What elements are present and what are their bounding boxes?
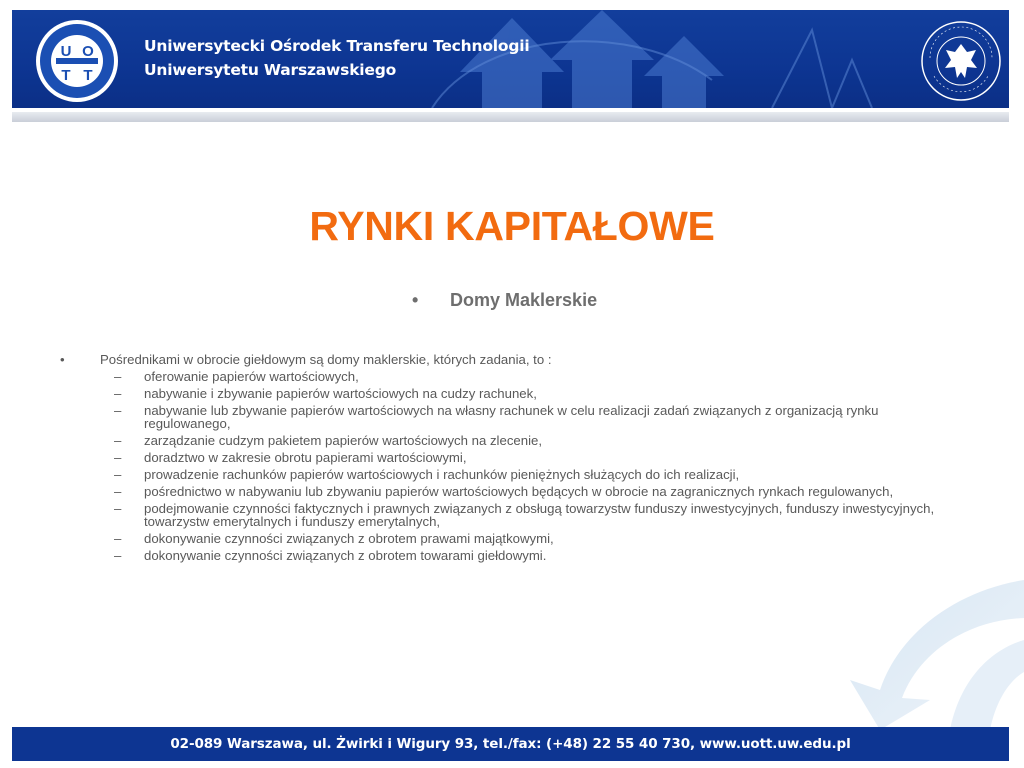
page-title: RYNKI KAPITAŁOWE	[309, 203, 715, 250]
dash-marker: –	[114, 548, 122, 563]
dash-marker: –	[114, 467, 122, 482]
dash-marker: –	[114, 531, 122, 546]
institution-name-line2: Uniwersytetu Warszawskiego	[144, 61, 397, 79]
intro-text: Pośrednikami w obrocie giełdowym są domy maklerskie, których zadania, to :	[100, 352, 552, 367]
list-item	[58, 532, 958, 545]
list-item-text: dokonywanie czynności związanych z obrotem towarami giełdowymi.	[144, 548, 547, 563]
list-item	[58, 451, 958, 464]
list-item-text: oferowanie papierów wartościowych,	[144, 369, 359, 384]
list-item-text: dokonywanie czynności związanych z obrotem prawami majątkowymi,	[144, 531, 554, 546]
dash-marker: –	[114, 403, 122, 418]
list-item	[58, 485, 958, 498]
dash-marker: –	[114, 501, 122, 516]
university-warsaw-emblem	[920, 20, 1002, 102]
dash-marker: –	[114, 386, 122, 401]
tasks-list	[58, 370, 958, 562]
institution-name	[144, 34, 529, 82]
list-item-text: doradztwo w zakresie obrotu papierami wartościowymi,	[144, 450, 467, 465]
svg-text:O: O	[82, 43, 94, 60]
list-item	[58, 549, 958, 562]
svg-text:U: U	[60, 43, 72, 60]
list-item-text: podejmowanie czynności faktycznych i prawnych związanych z obsługą towarzystw funduszy inwestycyjnych, funduszy inwestycyjnych, towarzystw emerytalnych i funduszy emerytalnych,	[144, 501, 935, 529]
svg-text:T: T	[83, 67, 93, 84]
list-item	[58, 387, 958, 400]
list-item-text: pośrednictwo w nabywaniu lub zbywaniu papierów wartościowych będących w obrocie na zagranicznych rynkach regulowanych,	[144, 484, 894, 499]
footer-contact-text: 02-089 Warszawa, ul. Żwirki i Wigury 93, tel./fax: (+48) 22 55 40 730, www.uott.uw.edu.pl	[170, 736, 851, 752]
intro-bullet: •	[60, 352, 65, 367]
list-item-text: nabywanie lub zbywanie papierów wartościowych na własny rachunek w celu realizacji zadań związanych z organizacją rynku regulowanego,	[144, 403, 879, 431]
header-underline	[12, 112, 1009, 122]
subtitle-bullet: •	[412, 290, 419, 310]
content-list	[58, 353, 958, 566]
list-item	[58, 502, 958, 528]
list-item	[58, 468, 958, 481]
institution-name-line1: Uniwersytecki Ośrodek Transferu Technologii	[144, 37, 530, 55]
section-subtitle	[412, 290, 597, 311]
dash-marker: –	[114, 450, 122, 465]
dash-marker: –	[114, 484, 122, 499]
list-item	[58, 404, 958, 430]
svg-text:T: T	[61, 67, 71, 84]
dash-marker: –	[114, 433, 122, 448]
list-item	[58, 370, 958, 383]
dash-marker: –	[114, 369, 122, 384]
uott-logo	[34, 18, 120, 104]
footer-contact-bar	[12, 727, 1009, 761]
background-swirl-decoration	[840, 560, 1024, 730]
list-item-text: prowadzenie rachunków papierów wartościowych i rachunków pieniężnych służących do ich realizacji,	[144, 467, 740, 482]
intro-item	[58, 353, 958, 366]
list-item	[58, 434, 958, 447]
header-banner	[12, 10, 1009, 108]
list-item-text: nabywanie i zbywanie papierów wartościowych na cudzy rachunek,	[144, 386, 537, 401]
list-item-text: zarządzanie cudzym pakietem papierów wartościowych na zlecenie,	[144, 433, 543, 448]
subtitle-text: Domy Maklerskie	[450, 290, 598, 310]
